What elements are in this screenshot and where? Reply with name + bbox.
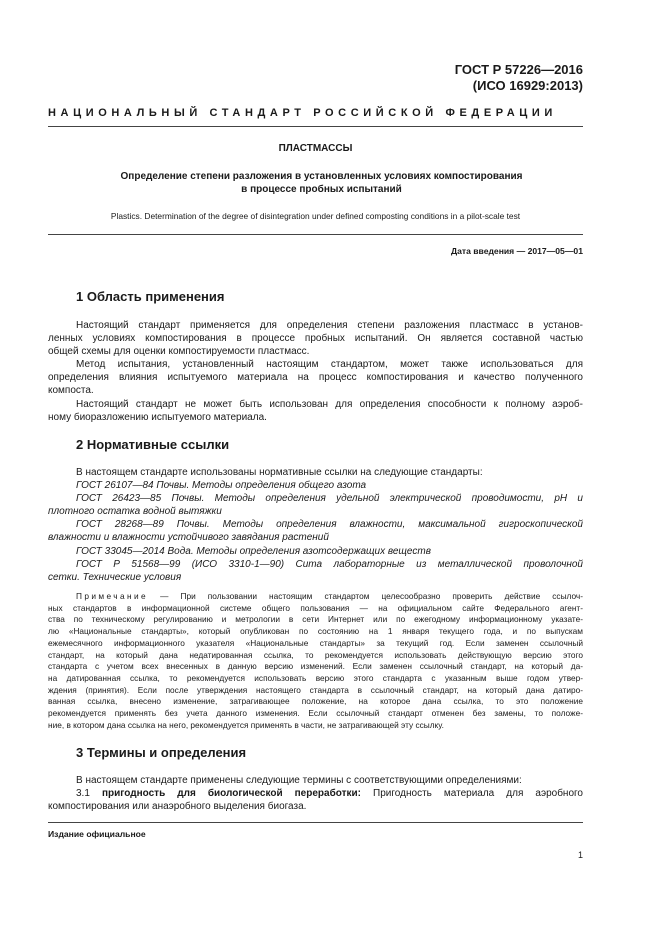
note-line: ежемесячного информационного указателя «Национальные стандарты» за текущий год. Если заменен ссылочный <box>48 637 583 648</box>
doc-number: ГОСТ Р 57226—2016 <box>454 62 583 77</box>
term-line <box>48 787 583 800</box>
english-title: Plastics. Determination of the degree of disintegration under defined composting conditions in a pilot-scale test <box>110 211 521 221</box>
reference-note <box>48 591 583 731</box>
normative-reference: ГОСТ 28268—89 Почвы. Методы определения влажности, максимальной гигроскопической <box>76 519 583 531</box>
note-line: ждения (принятия). Если после утверждения настоящего стандарта в ссылочный стандарт, на который дана датиро- <box>48 684 583 695</box>
section-3-body <box>48 774 583 813</box>
note-line: лю «Национальные стандарты», который опубликован по состоянию на 1 января текущего года, и по выпускам <box>48 626 583 637</box>
note-text: — При пользовании настоящим стандартом целесообразно проверить действие ссылоч- <box>148 591 583 601</box>
header-divider <box>48 126 583 127</box>
section-2-body <box>48 466 583 584</box>
document-subtitle <box>60 170 583 196</box>
page-number: 1 <box>577 850 583 860</box>
note-line: стандарта с учетом всех внесенных в данную версию изменений. Если заменен ссылочный стандарт, на который да- <box>48 661 583 672</box>
normative-reference: влажности и влажности устойчивого завядания растений <box>48 532 329 544</box>
text-line: Настоящий стандарт применяется для определения степени разложения пластмасс в установ- <box>76 320 583 331</box>
document-id <box>455 62 583 94</box>
note-line: рекомендуется применять без учета данного изменения. Если ссылочный стандарт отменен без замены, то положе- <box>48 708 583 719</box>
term-definition: Пригодность материала для аэробного <box>361 788 583 800</box>
note-line: стандарт, на который дана недатированная ссылка, то рекомендуется использовать действующую версию этого <box>48 649 583 660</box>
term-number: 3.1 <box>76 788 90 800</box>
subtitle-line: Определение степени разложения в установленных условиях компостирования <box>120 171 523 182</box>
iso-number: (ИСО 16929:2013) <box>472 78 583 93</box>
text-line: Метод испытания, установленный настоящим стандартом, может также использоваться для <box>76 359 583 371</box>
text-line: компоста. <box>48 385 94 397</box>
introduction-date: Дата введения — 2017—05—01 <box>450 246 583 256</box>
normative-reference: плотного остатка водной вытяжки <box>48 506 222 518</box>
note-line <box>48 591 583 603</box>
text-line: В настоящем стандарте использованы нормативные ссылки на следующие стандарты: <box>76 467 483 478</box>
section-1-heading: 1 Область применения <box>76 289 225 304</box>
normative-reference: ГОСТ 26107—84 Почвы. Методы определения общего азота <box>76 480 367 492</box>
section-1-body <box>48 319 583 424</box>
normative-reference: ГОСТ 33045—2014 Вода. Методы определения азотсодержащих веществ <box>76 545 431 557</box>
subtitle-line: в процессе пробных испытаний <box>241 184 402 195</box>
normative-reference: сетки. Технические условия <box>48 571 182 583</box>
document-title: ПЛАСТМАССЫ <box>278 143 353 154</box>
note-line: ние, в котором дана ссылка на него, рекомендуется применять в части, не затрагивающей эту ссылку. <box>48 719 444 730</box>
note-line: на датированная ссылка, то рекомендуется использовать версию этого стандарта с указанным выше годом утвер- <box>48 672 583 683</box>
title-divider <box>48 234 583 235</box>
term-name: пригодность для биологической переработки: <box>101 788 361 800</box>
text-line: Настоящий стандарт не может быть использован для определения способности к полному аэроб- <box>76 398 583 410</box>
note-label: Примечание <box>76 591 149 601</box>
text-line: ленных условиях компостирования в процессе пробных испытаний. Он является составной частью <box>48 333 583 345</box>
text-line: общей схемы для оценки компостируемости пластмасс. <box>48 346 310 358</box>
term-definition-line: компостирования или анаэробного выделения биогаза. <box>48 801 307 813</box>
official-edition-label: Издание официальное <box>48 829 146 839</box>
normative-reference: ГОСТ Р 51568—99 (ИСО 3310-1—90) Сита лабораторные из металлической проволочной <box>76 558 583 570</box>
footer-divider <box>48 822 583 823</box>
text-line: ному биоразложению испытуемого материала. <box>48 411 267 423</box>
section-2-heading: 2 Нормативные ссылки <box>76 437 230 452</box>
note-line: ных стандартов в информационной системе общего пользования — на официальном сайте Федерального агент- <box>48 602 583 613</box>
national-standard-banner: НАЦИОНАЛЬНЫЙ СТАНДАРТ РОССИЙСКОЙ ФЕДЕРАЦИИ <box>48 107 557 119</box>
note-line: ства по техническому регулированию и метрологии в сети Интернет или по ежегодному информационному указате- <box>48 614 583 625</box>
section-3-heading: 3 Термины и определения <box>76 745 247 760</box>
note-line: ванная ссылка, внесено изменение, затрагивающее положение, на которое дана ссылка, то это положение <box>48 696 583 707</box>
normative-reference: ГОСТ 26423—85 Почвы. Методы определения удельной электрической проводимости, рН и <box>76 493 583 505</box>
text-line: определения влияния испытуемого материала на процесс компостирования и качество полученного <box>48 372 583 384</box>
text-line: В настоящем стандарте применены следующие термины с соответствующими определениями: <box>76 775 522 786</box>
